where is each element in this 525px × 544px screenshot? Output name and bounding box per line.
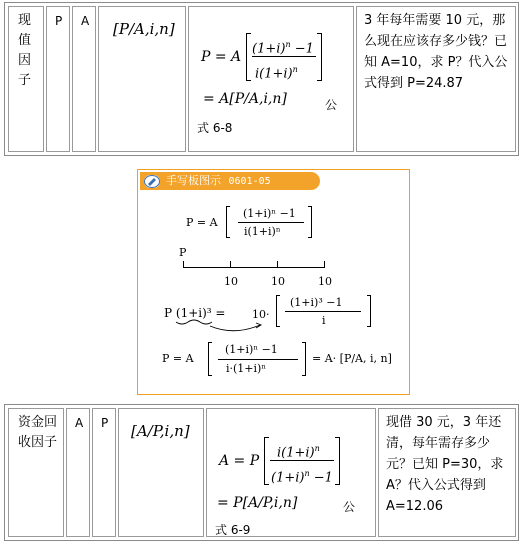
- hw-line3-num: (1+i)ⁿ −1: [225, 343, 278, 356]
- formula-numerator: $i(1+i)^n$: [277, 444, 320, 461]
- find-symbol-cell: A: [72, 6, 96, 152]
- given-symbol-cell: P: [46, 6, 70, 152]
- present-value-factor-row: [4, 2, 519, 156]
- given-symbol-cell: A: [66, 408, 90, 537]
- formula-denominator: $(1+i)^n -1$: [271, 469, 333, 486]
- timeline-label-2: 10: [271, 275, 285, 288]
- hw-line1-bracket-right: [308, 206, 312, 238]
- timeline-tick-1: [230, 261, 231, 268]
- formula-bracket-right: [317, 33, 322, 81]
- hw-line3-bar: [218, 359, 298, 360]
- formula-second-line: = P[A/P,i,n]: [217, 495, 298, 511]
- notation-cell: [98, 6, 186, 152]
- notation-text: [A/P,i,n]: [131, 422, 190, 440]
- formula-second-line: = A[P/A,i,n]: [203, 91, 287, 107]
- handwriting-title: 手写板图示: [166, 174, 221, 187]
- capital-recovery-factor-row: [4, 404, 519, 541]
- hw-line1-bracket-left: [226, 206, 230, 238]
- factor-name-cell: 现值因子: [8, 6, 44, 152]
- handwriting-panel: [137, 169, 410, 395]
- example-explanation-cell: 现借 30 元，3 年还清，每年需存多少元？已知 P=30，求 A？代入公式得到 A=12.06: [378, 408, 516, 537]
- formula-denominator: $i(1+i)^n$: [255, 65, 298, 82]
- hw-line3-bracket-right: [302, 342, 306, 376]
- hw-line1-bar: [238, 222, 304, 223]
- formula-bracket-left: [264, 437, 269, 485]
- hw-line3-lhs: P = A: [162, 352, 194, 365]
- hw-line1-num: (1+i)ⁿ −1: [243, 207, 296, 220]
- timeline-axis: [183, 267, 325, 268]
- timeline-label-3: 10: [318, 275, 332, 288]
- timeline-p-label: P: [179, 246, 187, 259]
- formula-bracket-right: [335, 437, 340, 485]
- hw-line2-bracket-left: [276, 295, 280, 327]
- find-symbol-cell: P: [92, 408, 116, 537]
- hw-line2-den: i: [322, 314, 326, 327]
- formula-bracket-left: [246, 33, 251, 81]
- hw-line2-lhs: P (1+i)³ =: [164, 306, 226, 320]
- notation-text: [P/A,i,n]: [113, 20, 175, 38]
- handwriting-code: 0601-05: [228, 176, 271, 187]
- timeline-tick-3: [324, 261, 325, 268]
- formula-cell: [188, 6, 354, 152]
- formula-label-gong: 公: [343, 500, 356, 514]
- formula-cell: [206, 408, 376, 537]
- formula-label-gong: 公: [325, 98, 338, 112]
- handwriting-title-bar: [140, 172, 320, 190]
- formula-fraction-bar: [252, 56, 316, 57]
- hw-line3-den: i·(1+i)ⁿ: [226, 362, 267, 375]
- timeline-label-1: 10: [224, 275, 238, 288]
- formula-label: 式 6-9: [215, 523, 251, 537]
- timeline-tick-2: [277, 261, 278, 268]
- formula-numerator: $(1+i)^n -1$: [252, 40, 314, 57]
- timeline-tick-0: [183, 261, 184, 268]
- hw-line3-rhs: = A· [P/A, i, n]: [312, 352, 392, 365]
- formula-fraction-bar: [270, 460, 334, 461]
- formula-lhs: A = P: [219, 453, 260, 469]
- pen-icon: [144, 175, 160, 188]
- formula-lhs: P = A: [201, 49, 242, 65]
- hw-line2-ten: 10·: [252, 308, 270, 321]
- hw-line1-den: i(1+i)ⁿ: [244, 225, 281, 238]
- hw-line3-bracket-left: [208, 342, 212, 376]
- hw-line2-num: (1+i)³ −1: [290, 296, 343, 309]
- hw-line2-bracket-right: [367, 295, 371, 327]
- formula-label: 式 6-8: [197, 121, 233, 135]
- example-explanation-cell: 3 年每年需要 10 元，那么现在应该存多少钱？已知 A=10，求 P？代入公式得到 P=24.87: [356, 6, 516, 152]
- hw-line2-bar: [285, 311, 361, 312]
- notation-cell: [118, 408, 204, 537]
- hw-line1-lhs: P = A: [186, 216, 218, 229]
- factor-name-cell: 资金回收因子: [8, 408, 64, 537]
